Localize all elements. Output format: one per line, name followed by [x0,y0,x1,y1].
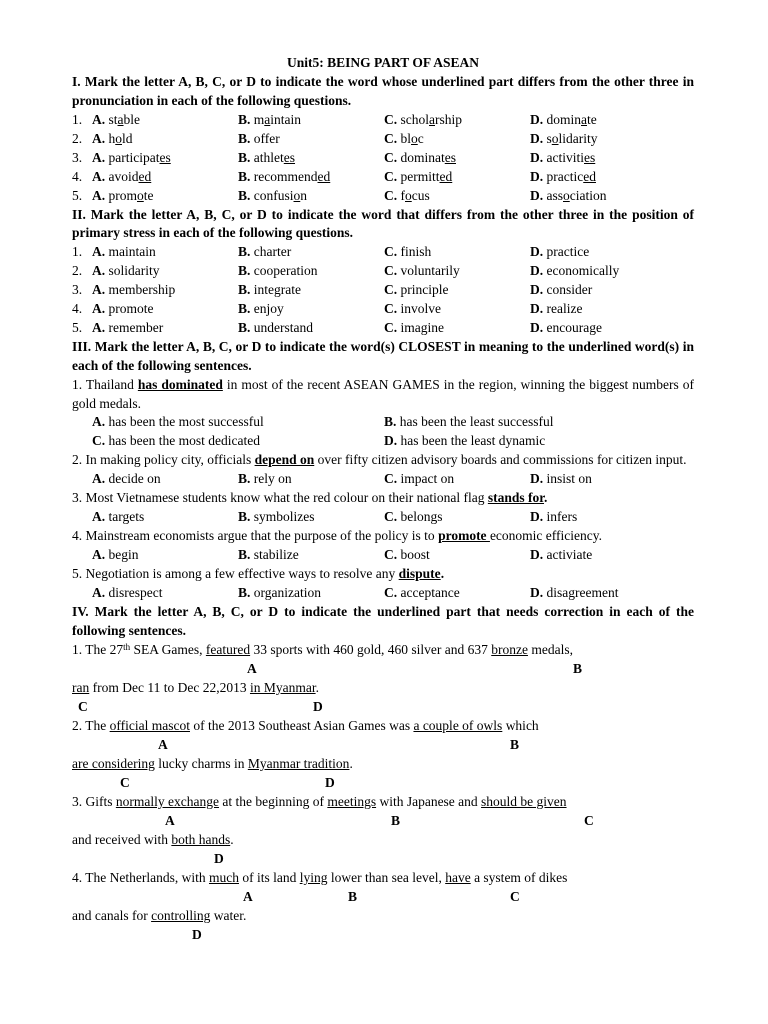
page-title: Unit5: BEING PART OF ASEAN [286,55,480,70]
option-b: B. recommended [238,168,331,184]
part1-list [72,111,694,206]
part1-question [72,187,694,206]
part3-q3-stem: 3. Most Vietnamese students know what the red colour on their national flag stands for. [72,490,548,506]
part4-q4-line1: 4. The Netherlands, with much of its land lying lower than sea level, have a system of dikes [72,869,568,885]
part4-q1-line2: ran from Dec 11 to Dec 22,2013 in Myanmar. [72,679,319,695]
part4-q1-letters-ab: A B [247,660,583,676]
worksheet [72,54,694,945]
option-a: A. membership [92,282,176,298]
option-c: C. focus [384,187,430,203]
option-b: B. offer [238,130,280,146]
question-number: 3. [72,149,83,165]
option-a: A. promote [92,301,154,317]
option-d: D. practiced [530,168,596,184]
part4-q2-line1: 2. The official mascot of the 2013 Southeast Asian Games was a couple of owls which [72,717,539,733]
part3-q2-options: A. decide on B. rely on C. impact on D. insist on [92,471,592,487]
option-b: B. integrate [238,282,301,298]
option-c: C. dominates [384,149,456,165]
question-number: 4. [72,301,83,317]
part2-question [72,281,694,300]
part1-question [72,168,694,187]
part4-q1-letters-cd: C D [78,698,323,714]
option-d: D. activities [530,149,596,165]
part4-q3-letters-abc: A B C [165,812,594,828]
part2-question [72,300,694,319]
option-c: C. principle [384,282,449,298]
option-a: A. avoided [92,168,152,184]
option-a: A. promote [92,187,154,203]
option-a: A. remember [92,320,164,336]
option-d: D. economically [530,263,620,279]
question-number: 5. [72,320,83,336]
part2-list [72,243,694,338]
option-d: D. realize [530,301,583,317]
part4-q3-line1: 3. Gifts normally exchange at the beginning of meetings with Japanese and should be given [72,793,567,809]
option-b: B. understand [238,320,313,336]
part3-q3-options: A. targets B. symbolizes C. belongs D. infers [92,509,578,525]
part3-q1-stem: 1. Thailand has dominated in most of the recent ASEAN GAMES in the region, winning the biggest numbers of gold medals. [72,376,694,411]
part3-q1-options-ab: A. has been the most successful B. has been the least successful [92,414,554,430]
part4-q4-letters-abc: A B C [243,888,520,904]
option-a: A. solidarity [92,263,160,279]
option-c: C. scholarship [384,111,462,127]
option-b: B. confusion [238,187,308,203]
part3-q2-stem: 2. In making policy city, officials depend on over fifty citizen advisory boards and commissions for citizen input. [72,452,687,468]
part3-q4-stem: 4. Mainstream economists argue that the purpose of the policy is to promote economic efficiency. [72,528,603,544]
question-number: 1. [72,111,83,127]
part2-question [72,262,694,281]
option-d: D. practice [530,244,590,260]
question-number: 2. [72,130,83,146]
option-c: C. involve [384,301,441,317]
option-d: D. encourage [530,320,602,336]
part3-q5-stem: 5. Negotiation is among a few effective ways to resolve any dispute. [72,566,445,582]
option-b: B. charter [238,244,292,260]
part3-q4-options: A. begin B. stabilize C. boost D. activiate [92,547,593,563]
part4-q2-letters-ab: A B [158,736,520,752]
option-d: D. dominate [530,111,597,127]
part2-question [72,243,694,262]
option-b: B. athletes [238,149,296,165]
option-c: C. finish [384,244,432,260]
question-number: 5. [72,187,83,203]
option-b: B. cooperation [238,263,318,279]
part4-q1-line1: 1. The 27th SEA Games, featured 33 sports with 460 gold, 460 silver and 637 bronze medals, [72,641,573,657]
part1-question [72,111,694,130]
part4-q3-letters-d: D [214,850,224,866]
part2-question [72,319,694,338]
part4-q4-line2: and canals for controlling water. [72,907,247,923]
section-1-instruction: I. Mark the letter A, B, C, or D to indicate the word whose underlined part differs from the other three in pronunciation in each of the following questions. [72,74,694,108]
section-3-instruction: III. Mark the letter A, B, C, or D to indicate the word(s) CLOSEST in meaning to the underlined word(s) in each of the following sentences. [72,339,694,373]
option-a: A. participates [92,149,171,165]
option-c: C. permitted [384,168,453,184]
part3-q5-options: A. disrespect B. organization C. acceptance D. disagreement [92,585,619,601]
option-d: D. consider [530,282,593,298]
part4-q2-line2: are considering lucky charms in Myanmar tradition. [72,755,353,771]
option-c: C. imagine [384,320,444,336]
question-number: 3. [72,282,83,298]
question-number: 1. [72,244,83,260]
section-2-instruction: II. Mark the letter A, B, C, or D to indicate the word that differs from the other three in the position of primary stress in each of the following questions. [72,206,694,241]
option-c: C. bloc [384,130,424,146]
option-a: A. stable [92,111,141,127]
option-b: B. enjoy [238,301,284,317]
part3-q1-options-cd: C. has been the most dedicated D. has been the least dynamic [92,433,546,449]
part1-question [72,130,694,149]
part4-q2-letters-cd: C D [120,774,335,790]
question-number: 4. [72,168,83,184]
part1-question [72,149,694,168]
option-a: A. hold [92,130,133,146]
option-a: A. maintain [92,244,156,260]
part4-q4-letters-d: D [192,926,202,942]
option-b: B. maintain [238,111,302,127]
option-d: D. solidarity [530,130,598,146]
section-4-instruction: IV. Mark the letter A, B, C, or D to indicate the underlined part that needs correction in each of the following sentences. [72,604,694,638]
option-d: D. association [530,187,607,203]
part4-q3-line2: and received with both hands. [72,831,234,847]
option-c: C. voluntarily [384,263,460,279]
question-number: 2. [72,263,83,279]
